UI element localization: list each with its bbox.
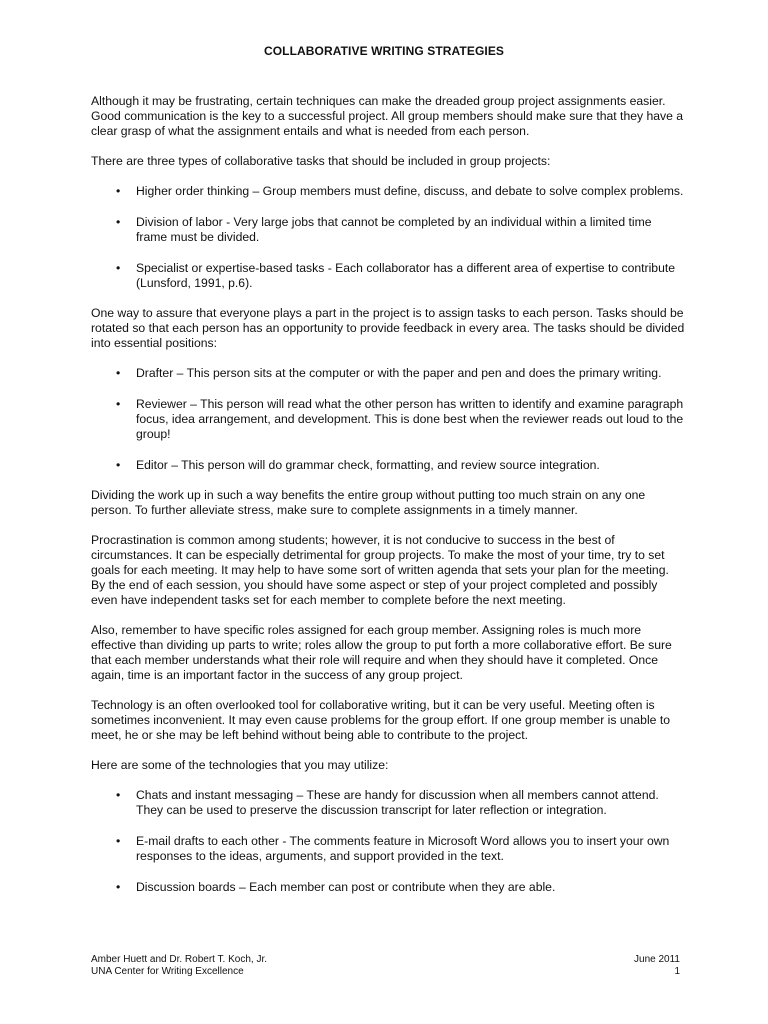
document-body — [91, 94, 685, 910]
list-item — [91, 261, 685, 291]
dividing-work-paragraph: Dividing the work up in such a way benefits the entire group without putting too much strain on any one person. To further alleviate stress, make sure to complete assignments in a timely manner. — [91, 488, 646, 517]
footer-left — [91, 954, 267, 978]
list-item — [91, 458, 685, 473]
bullet-icon: • — [116, 458, 121, 472]
footer-authors: Amber Huett and Dr. Robert T. Koch, Jr. — [91, 954, 268, 965]
list-item-text: Division of labor - Very large jobs that cannot be completed by an individual within a limited time frame must be divided. — [136, 215, 652, 244]
technologies-intro: Here are some of the technologies that you may utilize: — [91, 758, 389, 772]
list-item-text: Drafter – This person sits at the computer or with the paper and pen and does the primary writing. — [136, 366, 662, 380]
intro-paragraph: Although it may be frustrating, certain techniques can make the dreaded group project assignments easier. Good communication is the key to a successful project. All group members should make sure that they have a clear grasp of what the assignment entails and what is needed from each person. — [91, 94, 684, 138]
task-types-list — [91, 184, 685, 291]
list-item — [91, 366, 685, 381]
bullet-icon: • — [116, 261, 121, 275]
bullet-icon: • — [116, 366, 121, 380]
bullet-icon: • — [116, 215, 121, 229]
technologies-list — [91, 788, 685, 895]
task-types-intro: There are three types of collaborative tasks that should be included in group projects: — [91, 154, 551, 168]
bullet-icon: • — [116, 397, 121, 411]
bullet-icon: • — [116, 880, 121, 894]
list-item — [91, 788, 685, 818]
technology-paragraph: Technology is an often overlooked tool for collaborative writing, but it can be very useful. Meeting often is sometimes inconvenient. It may even cause problems for the group effort. If one group member is unable to meet, he or she may be left behind without being able to contribute to the project. — [91, 698, 670, 742]
roles-paragraph: Also, remember to have specific roles assigned for each group member. Assigning roles is much more effective than dividing up parts to write; roles allow the group to put forth a more collaborative effort. Be sure that each member understands what their role will require and when they should have it completed. Once again, time is an important factor in the success of any group project. — [91, 623, 672, 682]
positions-list — [91, 366, 685, 473]
list-item-text: Higher order thinking – Group members must define, discuss, and debate to solve complex problems. — [136, 184, 684, 198]
bullet-icon: • — [116, 184, 121, 198]
list-item — [91, 215, 685, 245]
list-item — [91, 184, 685, 199]
bullet-icon: • — [116, 788, 121, 802]
list-item-text: Reviewer – This person will read what the other person has written to identify and examine paragraph focus, idea arrangement, and development. This is done best when the reviewer reads out loud to the group! — [136, 397, 684, 441]
procrastination-paragraph: Procrastination is common among students; however, it is not conducive to success in the best of circumstances. It can be especially detrimental for group projects. To make the most of your time, try to set goals for each meeting. It may help to have some sort of written agenda that sets your plan for the meeting. By the end of each session, you should have some aspect or step of your project completed and possibly even have independent tasks set for each member to complete before the next meeting. — [91, 533, 669, 607]
list-item-text: Chats and instant messaging – These are handy for discussion when all members cannot attend. They can be used to preserve the discussion transcript for later reflection or integration. — [136, 788, 659, 817]
footer-organization: UNA Center for Writing Excellence — [91, 966, 244, 977]
footer-date: June 2011 — [634, 954, 680, 965]
document-title: COLLABORATIVE WRITING STRATEGIES — [263, 44, 505, 58]
list-item-text: Editor – This person will do grammar check, formatting, and review source integration. — [136, 458, 600, 472]
list-item — [91, 834, 685, 864]
bullet-icon: • — [116, 834, 121, 848]
list-item-text: Specialist or expertise-based tasks - Each collaborator has a different area of expertise to contribute (Lunsford, 1991, p.6). — [136, 261, 676, 290]
list-item-text: E-mail drafts to each other - The comments feature in Microsoft Word allows you to insert your own responses to the ideas, arguments, and support provided in the text. — [136, 834, 670, 863]
footer-right — [634, 954, 680, 978]
list-item-text: Discussion boards – Each member can post or contribute when they are able. — [136, 880, 556, 894]
positions-intro: One way to assure that everyone plays a part in the project is to assign tasks to each person. Tasks should be rotated so that each person has an opportunity to provide feedback in every area. The tasks should be divided into essential positions: — [91, 306, 685, 350]
list-item — [91, 397, 685, 442]
list-item — [91, 880, 685, 895]
page-number: 1 — [674, 966, 680, 977]
